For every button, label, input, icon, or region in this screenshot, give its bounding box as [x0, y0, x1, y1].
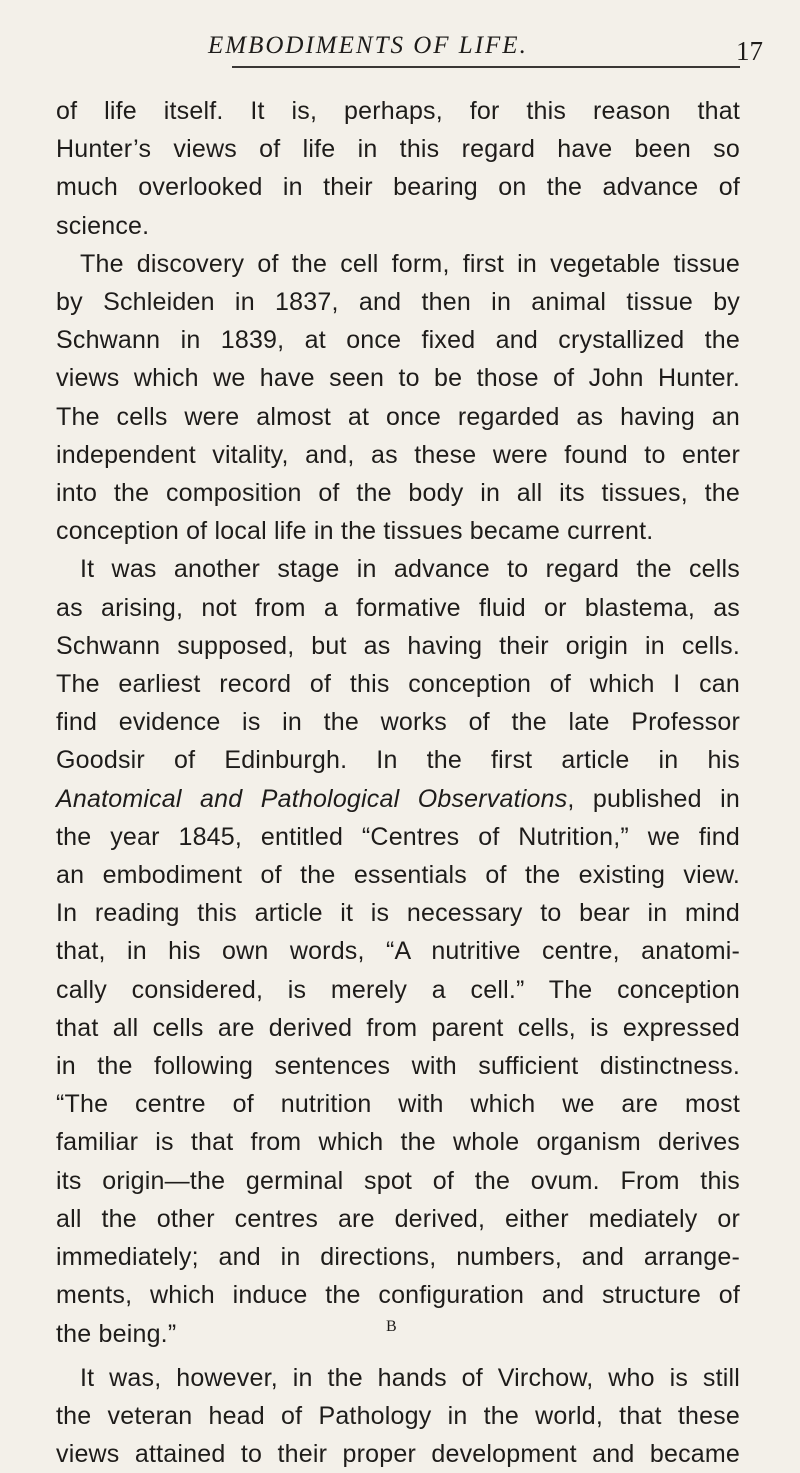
text-line: Anatomical and Pathological Observations, published in [56, 784, 740, 813]
text-line: familiar is that from which the whole organism derives [56, 1128, 740, 1157]
paragraph-1 [56, 92, 740, 245]
text-line: as arising, not from a formative fluid or blastema, as [56, 593, 740, 622]
text-line: find evidence is in the works of the late Professor [56, 708, 740, 737]
paragraph-4 [56, 1359, 740, 1473]
text-line: It was, however, in the hands of Virchow, who is still [80, 1363, 740, 1392]
signature-mark: B [386, 1318, 397, 1335]
text-line: ments, which induce the configuration and structure of [56, 1281, 740, 1310]
text-line: that all cells are derived from parent cells, is expressed [56, 1013, 740, 1042]
text-line: an embodiment of the essentials of the existing view. [56, 861, 740, 890]
text-line: the veteran head of Pathology in the world, that these [56, 1401, 740, 1430]
text-line: by Schleiden in 1837, and then in animal tissue by [56, 288, 740, 317]
text-line: independent vitality, and, as these were found to enter [56, 440, 740, 469]
text-line: cally considered, is merely a cell.” The conception [56, 975, 740, 1004]
text-line: its origin—the germinal spot of the ovum. From this [56, 1166, 740, 1195]
text-line: “The centre of nutrition with which we are most [56, 1090, 740, 1119]
text-line: The cells were almost at once regarded as having an [56, 402, 740, 431]
text-line: into the composition of the body in all its tissues, the [56, 479, 740, 508]
text-line: immediately; and in directions, numbers, and arrange- [56, 1243, 740, 1272]
page-number: 17 [736, 36, 763, 66]
text-line: science. [56, 211, 150, 240]
body-text [56, 92, 740, 1473]
text-line: The discovery of the cell form, first in vegetable tissue [80, 249, 740, 278]
paragraph-3 [56, 550, 740, 1352]
text-line: In reading this article it is necessary to bear in mind [56, 899, 740, 928]
text-line: Schwann supposed, but as having their origin in cells. [56, 631, 740, 660]
text-line: It was another stage in advance to regard the cells [80, 555, 740, 584]
text-line: Schwann in 1839, at once fixed and crystallized the [56, 326, 740, 355]
text-line: views which we have seen to be those of John Hunter. [56, 364, 740, 393]
text-line: the year 1845, entitled “Centres of Nutrition,” we find [56, 822, 740, 851]
text-line: in the following sentences with sufficient distinctness. [56, 1052, 740, 1081]
text-line: Goodsir of Edinburgh. In the first article in his [56, 746, 740, 775]
text-line: views attained to their proper development and became [56, 1440, 740, 1469]
text-line: all the other centres are derived, either mediately or [56, 1204, 740, 1233]
text-line: Hunter’s views of life in this regard have been so [56, 135, 740, 164]
text-line: The earliest record of this conception of which I can [56, 670, 740, 699]
running-title: EMBODIMENTS OF LIFE. [208, 32, 528, 59]
text-line: the being.” [56, 1319, 177, 1348]
text-line: much overlooked in their bearing on the advance of [56, 173, 740, 202]
paragraph-2 [56, 245, 740, 551]
text-line: of life itself. It is, perhaps, for this reason that [56, 97, 740, 125]
header-rule [232, 66, 740, 68]
text-line: that, in his own words, “A nutritive centre, anatomi- [56, 937, 740, 966]
text-line: conception of local life in the tissues became current. [56, 517, 654, 546]
